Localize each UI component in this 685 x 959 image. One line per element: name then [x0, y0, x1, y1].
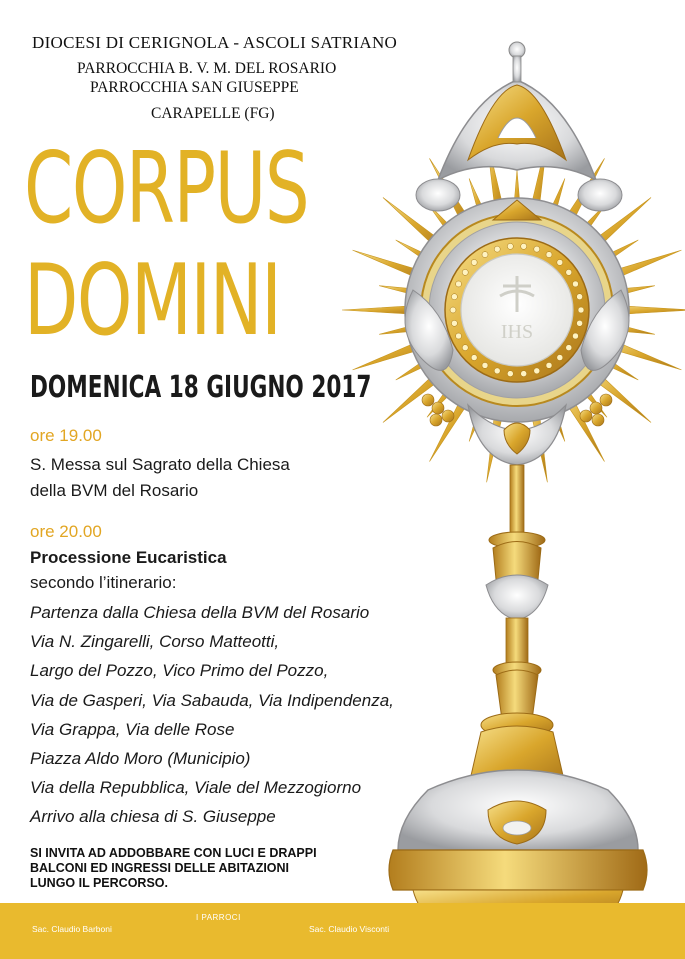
footer-priest-right: Sac. Claudio Visconti	[309, 924, 390, 934]
town-name: CARAPELLE (FG)	[151, 105, 275, 122]
title-domini: DOMINI	[24, 244, 281, 358]
ihs-emblem: IHS	[500, 321, 534, 343]
invitation-line: LUNGO IL PERCORSO.	[30, 876, 168, 890]
halo-bead	[471, 259, 477, 265]
footer-parroci-label: I PARROCI	[196, 913, 241, 922]
parish-san-giuseppe: PARROCCHIA SAN GIUSEPPE	[90, 79, 299, 96]
halo-bead	[546, 252, 552, 258]
route-item: Via della Repubblica, Viale del Mezzogiorno	[30, 778, 362, 798]
route-item: Via de Gasperi, Via Sabauda, Via Indipendenza,	[30, 690, 394, 710]
title-corpus: CORPUS	[24, 132, 309, 246]
route-item: Via N. Zingarelli, Corso Matteotti,	[30, 632, 280, 652]
halo-bead	[482, 252, 488, 258]
mass-description-line1: S. Messa sul Sagrato della Chiesa	[30, 455, 290, 474]
diocese-name: DIOCESI DI CERIGNOLA - ASCOLI SATRIANO	[32, 33, 398, 52]
halo-bead	[557, 355, 563, 361]
halo-bead	[482, 362, 488, 368]
mass-description-line2: della BVM del Rosario	[30, 481, 199, 500]
halo-bead	[507, 371, 513, 377]
invitation-notice	[30, 846, 317, 891]
procession-subtitle: secondo l’itinerario:	[30, 573, 177, 592]
halo-bead	[462, 345, 468, 351]
halo-bead	[566, 345, 572, 351]
halo-bead	[578, 307, 584, 313]
halo-bead	[456, 281, 462, 287]
procession-time: ore 20.00	[30, 522, 102, 541]
halo-bead	[534, 246, 540, 252]
procession-title: Processione Eucaristica	[30, 548, 227, 567]
event-date: DOMENICA 18 GIUGNO 2017	[30, 370, 372, 405]
halo-bead	[450, 307, 456, 313]
halo-bead	[456, 333, 462, 339]
route-item: Partenza dalla Chiesa della BVM del Rosario	[30, 603, 370, 622]
halo-bead	[572, 281, 578, 287]
route-item: Piazza Aldo Moro (Municipio)	[30, 748, 251, 768]
halo-bead	[546, 362, 552, 368]
halo-bead	[507, 243, 513, 249]
halo-bead	[557, 259, 563, 265]
footer-bar	[0, 903, 685, 959]
monstrance-image	[318, 20, 685, 930]
halo-bead	[521, 243, 527, 249]
halo-bead	[494, 246, 500, 252]
halo-bead	[521, 371, 527, 377]
parish-rosario: PARROCCHIA B. V. M. DEL ROSARIO	[77, 60, 337, 77]
halo-bead	[451, 294, 457, 300]
halo-bead	[494, 368, 500, 374]
halo-bead	[471, 355, 477, 361]
route-item: Via Grappa, Via delle Rose	[30, 719, 235, 739]
invitation-line: BALCONI ED INGRESSI DELLE ABITAZIONI	[30, 861, 290, 875]
halo-bead	[534, 368, 540, 374]
halo-bead	[572, 333, 578, 339]
footer-priest-left: Sac. Claudio Barboni	[32, 924, 112, 934]
route-item: Arrivo alla chiesa di S. Giuseppe	[30, 807, 276, 827]
halo-bead	[462, 269, 468, 275]
route-item: Largo del Pozzo, Vico Primo del Pozzo,	[30, 661, 329, 681]
halo-bead	[566, 269, 572, 275]
halo-bead	[451, 320, 457, 326]
halo-bead	[577, 294, 583, 300]
halo-bead	[577, 320, 583, 326]
mass-time: ore 19.00	[30, 426, 102, 445]
invitation-line: SI INVITA AD ADDOBBARE CON LUCI E DRAPPI	[30, 846, 317, 860]
